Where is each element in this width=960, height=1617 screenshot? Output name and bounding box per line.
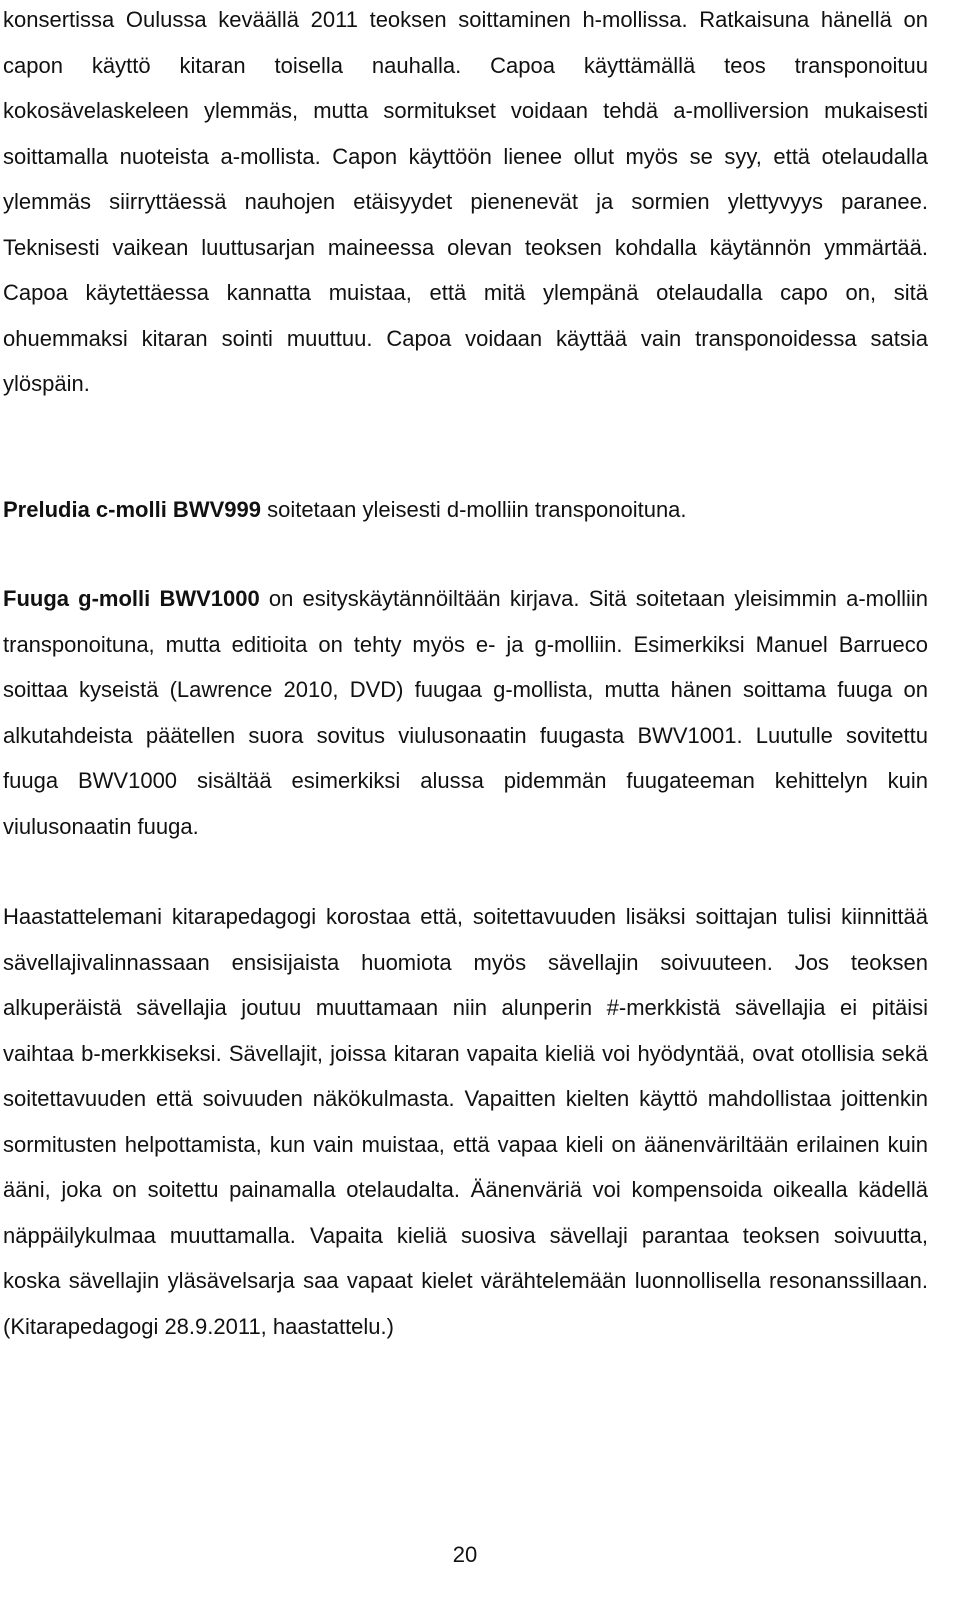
paragraph-text: soitetaan yleisesti d-molliin transponoituna. xyxy=(260,497,687,522)
paragraph-text: on esityskäytännöiltään kirjava. Sitä soitetaan yleisimmin a-molliin transponoituna, mutta editioita on tehty myös e- ja g-molliin. Esimerkiksi Manuel Barrueco soittaa kyseistä (Lawrence 2010, DVD) fuugaa g-mollista, mutta hänen soittama fuuga on alkutahdeista päätellen suora sovitus viulusonaatin fuugasta BWV1001. Luutulle sovitettu fuuga BWV1000 sisältää esimerkiksi alussa pidemmän fuugateeman kehittelyn kuin viulusonaatin fuuga. xyxy=(3,586,928,839)
paragraph-interview xyxy=(3,894,928,1349)
paragraph-text: konsertissa Oulussa keväällä 2011 teoksen soittaminen h-mollissa. Ratkaisuna hänellä on capon käyttö kitaran toisella nauhalla. Capoa käyttämällä teos transponoituu kokosävelaskeleen ylemmäs, mutta sormitukset voidaan tehdä a-molliversion mukaisesti soittamalla nuoteista a-mollista. Capon käyttöön lienee ollut myös se syy, että otelaudalla ylemmäs siirryttäessä nauhojen etäisyydet pienenevät ja sormien ylettyvyys paranee. Teknisesti vaikean luuttusarjan maineessa olevan teoksen kohdalla käytännön ymmärtää. Capoa käytettäessa kannatta muistaa, että mitä ylempänä otelaudalla capo on, sitä ohuemmaksi kitaran sointi muuttuu. Capoa voidaan käyttää vain transponoidessa satsia ylöspäin. xyxy=(3,7,928,396)
paragraph-fuuga xyxy=(3,576,928,849)
work-title-fuuga: Fuuga g-molli BWV1000 xyxy=(3,586,260,611)
paragraph-text: Haastattelemani kitarapedagogi korostaa että, soitettavuuden lisäksi soittajan tulisi kiinnittää sävellajivalinnassaan ensisijaista huomiota myös sävellajin soivuuteen. Jos teoksen alkuperäistä sävellajia joutuu muuttamaan niin alunperin #-merkkistä sävellajia ei pitäisi vaihtaa b-merkkiseksi. Sävellajit, joissa kitaran vapaita kieliä voi hyödyntää, ovat otollisia sekä soitettavuuden että soivuuden näkökulmasta. Vapaitten kielten käyttö mahdollistaa joittenkin sormitusten helpottamista, kun vain muistaa, että vapaa kieli on äänenväriltään erilainen kuin ääni, joka on soitettu painamalla otelaudalta. Äänenväriä voi kompensoida oikealla kädellä näppäilykulmaa muuttamalla. Vapaita kieliä suosiva sävellaji parantaa teoksen soivuutta, koska sävellajin yläsävelsarja saa vapaat kielet värähtelemään luonnollisella resonanssillaan. (Kitarapedagogi 28.9.2011, haastattelu.) xyxy=(3,904,928,1339)
paragraph-preludia xyxy=(3,487,928,533)
paragraph-capo xyxy=(3,0,928,407)
work-title-preludia: Preludia c-molli BWV999 xyxy=(3,497,261,522)
page-number: 20 xyxy=(452,1542,478,1567)
